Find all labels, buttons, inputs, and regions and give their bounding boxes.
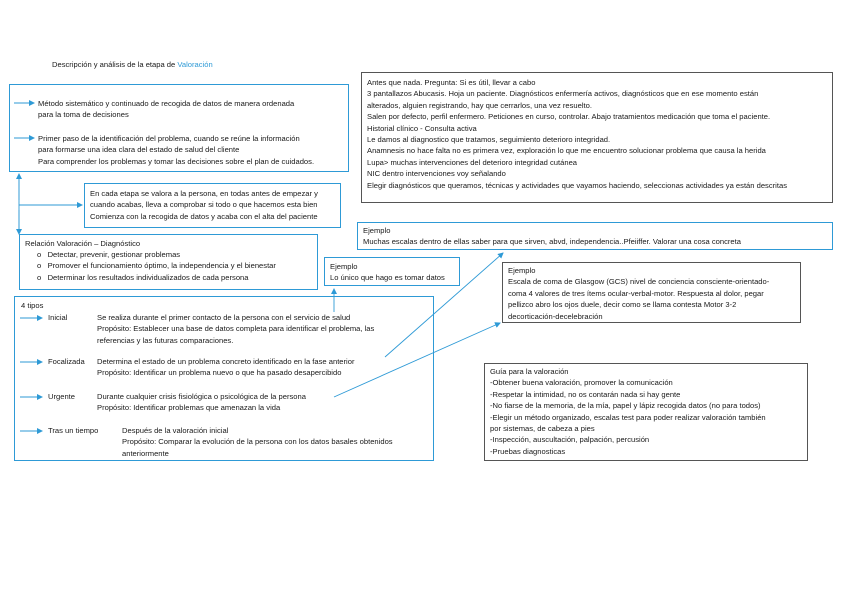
example-scales-title: Ejemplo — [363, 226, 391, 235]
page-title-prefix: Descripción y análisis de la etapa de — [52, 60, 178, 69]
definition-line: para formarse una idea clara del estado de salud del cliente — [38, 145, 240, 155]
type-urgente-label: Urgente — [48, 392, 76, 401]
relation-item: o Detectar, prevenir, gestionar problemas — [37, 250, 181, 259]
definition-line: para la toma de decisiones — [38, 110, 129, 120]
relation-item: o Promover el funcionamiento óptimo, la independencia y el bienestar — [37, 261, 276, 271]
type-inicial-label: Inicial — [48, 313, 68, 322]
definition-line: Para comprender los problemas y tomar las decisiones sobre el plan de cuidados. — [38, 156, 315, 166]
arrow-example-scales — [385, 253, 503, 357]
example-glasgow-text: Ejemplo Escala de coma de Glasgow (GCS) nivel de conciencia consciente-orientado- coma 4 valores de tres ítems ocular-verbal-motor. Respuesta al dolor, pegar pellizco abro los ojos duele, decir como se llama contesta Motor 3-2 decorticación-decelebración — [508, 266, 770, 321]
types-title: 4 tipos — [21, 301, 44, 310]
guide-text: Guía para la valoración -Obtener buena valoración, promover la comunicación -Respetar la intimidad, no os contarán nada si hay gente -No fiarse de la memoria, de la mía, papel y lápiz recogida datos (no para todos) -Elegir un método organizado, escalas test para poder realizar valoración también por sistemas, de cabeza a pies -Inspección, auscultación, palpación, percusión -Pruebas diagnosticas — [490, 367, 766, 456]
type-focalizada-label: Focalizada — [48, 357, 85, 366]
type-focalizada-desc: Determina el estado de un problema concreto identificado en la fase anterior Propósito: Identificar un problema nuevo o que ha pasado desapercibido — [97, 357, 355, 378]
stages-line: Comienza con la recogida de datos y acaba con el alta del paciente — [90, 211, 318, 221]
relation-title: Relación Valoración – Diagnóstico — [25, 239, 141, 248]
example-scales-text: Muchas escalas dentro de ellas saber para que sirven, abvd, independencia..Pfeiiffer. Valorar una cosa concreta — [363, 237, 741, 247]
stages-line: cuando acabas, lleva a comprobar si todo o que hacemos esta bien — [90, 200, 318, 210]
example-small-text: Lo único que hago es tomar datos — [330, 273, 445, 283]
definition-line: Primer paso de la identificación del problema, cuando se reúne la información — [38, 134, 300, 143]
type-tras-label: Tras un tiempo — [48, 426, 99, 435]
type-tras-desc: Después de la valoración inicial Propósito: Comparar la evolución de la persona con los datos basales obtenidos anteriormente — [122, 426, 393, 458]
definition-line: Método sistemático y continuado de recogida de datos de manera ordenada — [38, 99, 295, 108]
arrow-example-glasgow — [334, 323, 500, 397]
page-title-highlight: Valoración — [177, 60, 213, 69]
stages-line: En cada etapa se valora a la persona, en todas antes de empezar y — [90, 189, 318, 198]
relation-item: o Determinar los resultados individualizados de cada persona — [37, 272, 249, 282]
type-inicial-desc: Se realiza durante el primer contacto de la persona con el servicio de salud Propósito: Establecer una base de datos completa para identificar el problema, las referencias y las futuras comparaciones. — [97, 313, 375, 345]
example-small-title: Ejemplo — [330, 262, 358, 271]
notes-text: Antes que nada. Pregunta: Si es útil, llevar a cabo 3 pantallazos Abucasis. Hoja un paciente. Diagnósticos enfermería activos, diagnósticos que en ese momento están alterados, alguien registrando, hay que cerrarlos, una vez resuelto. Salen por defecto, perfil enfermero. Peticiones en curso, controlar. Abajo tratamientos medicación que toma el paciente. Historial clínico - Consulta activa Le damos al diagnostico que tratamos, seguimiento deterioro integridad. Anamnesis no hace falta no es primera vez, exploración lo que me encuentro solucionar problema que causa la herida Lupa> muchas intervenciones del deterioro integridad cutánea NIC dentro intervenciones voy señalando Elegir diagnósticos que queramos, técnicas y actividades que vayamos haciendo, seleccionas actividades ya están descritas — [367, 78, 787, 190]
type-urgente-desc: Durante cualquier crisis fisiológica o psicológica de la persona Propósito: Identificar problemas que amenazan la vida — [97, 392, 306, 413]
